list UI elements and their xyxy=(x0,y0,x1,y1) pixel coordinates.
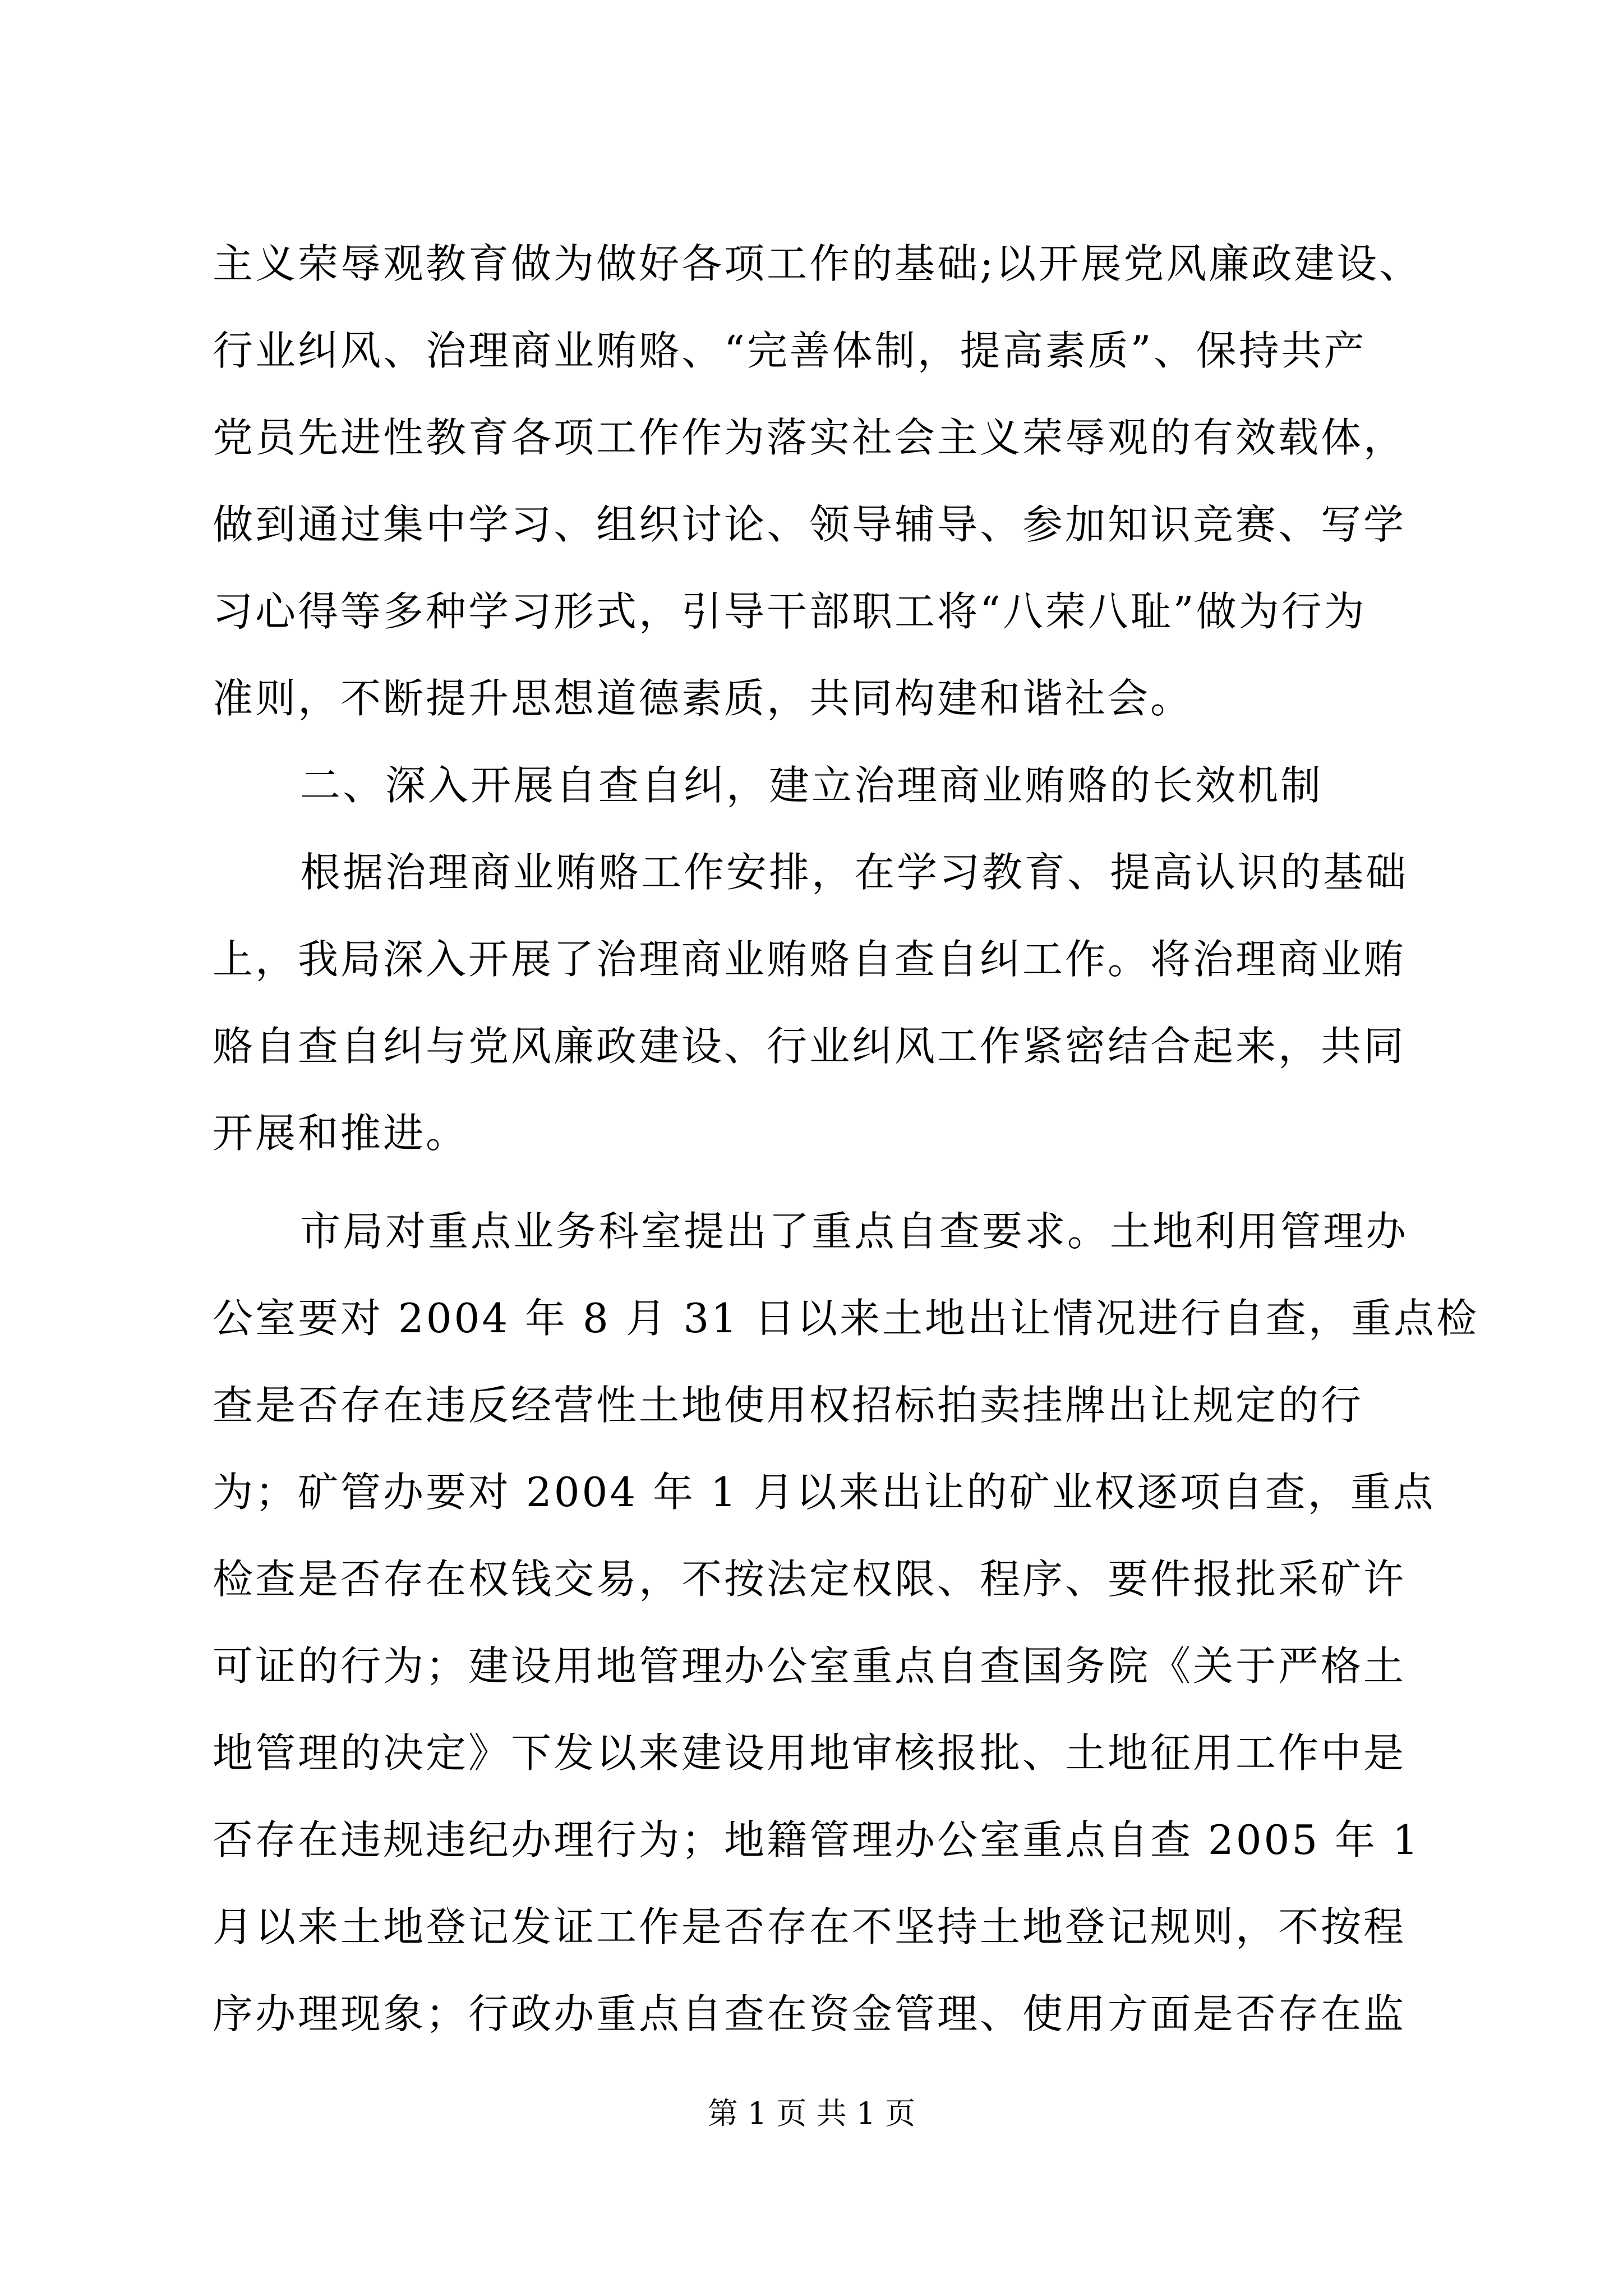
text-line: 主义荣辱观教育做为做好各项工作的基础;以开展党风廉政建设、 xyxy=(213,240,1422,287)
page-footer: 第 1 页 共 1 页 xyxy=(707,2096,916,2131)
text-line: 序办理现象；行政办重点自查在资金管理、使用方面是否存在监 xyxy=(213,1990,1407,2037)
text-line: 根据治理商业贿赂工作安排，在学习教育、提高认识的基础 xyxy=(300,849,1409,896)
text-line: 为；矿管办要对 2004 年 1 月以来出让的矿业权逐项自查，重点 xyxy=(213,1469,1436,1516)
text-line: 市局对重点业务科室提出了重点自查要求。土地利用管理办 xyxy=(300,1208,1409,1255)
text-line: 查是否存在违反经营性土地使用权招标拍卖挂牌出让规定的行 xyxy=(213,1382,1364,1429)
text-line: 行业纠风、治理商业贿赂、“完善体制，提高素质”、保持共产 xyxy=(213,327,1367,374)
text-line: 否存在违规违纪办理行为；地籍管理办公室重点自查 2005 年 1 xyxy=(213,1816,1421,1864)
text-line: 月以来土地登记发证工作是否存在不坚持土地登记规则，不按程 xyxy=(213,1903,1407,1950)
text-line: 上，我局深入开展了治理商业贿赂自查自纠工作。将治理商业贿 xyxy=(213,936,1407,983)
text-line: 开展和推进。 xyxy=(213,1110,469,1157)
text-line: 做到通过集中学习、组织讨论、领导辅导、参加知识竞赛、写学 xyxy=(213,501,1407,548)
text-line: 可证的行为；建设用地管理办公室重点自查国务院《关于严格土 xyxy=(213,1642,1407,1690)
text-line: 公室要对 2004 年 8 月 31 日以来土地出让情况进行自查，重点检 xyxy=(213,1295,1479,1342)
text-line: 赂自查自纠与党风廉政建设、行业纠风工作紧密结合起来，共同 xyxy=(213,1023,1407,1070)
text-line: 党员先进性教育各项工作作为落实社会主义荣辱观的有效载体， xyxy=(213,414,1407,461)
text-line: 习心得等多种学习形式，引导干部职工将“八荣八耻”做为行为 xyxy=(213,588,1367,635)
text-line: 地管理的决定》下发以来建设用地审核报批、土地征用工作中是 xyxy=(213,1729,1407,1777)
text-line: 检查是否存在权钱交易，不按法定权限、程序、要件报批采矿许 xyxy=(213,1556,1407,1603)
text-line: 准则，不断提升思想道德素质，共同构建和谐社会。 xyxy=(213,675,1193,722)
section-heading: 二、深入开展自查自纠，建立治理商业贿赂的长效机制 xyxy=(300,762,1324,809)
